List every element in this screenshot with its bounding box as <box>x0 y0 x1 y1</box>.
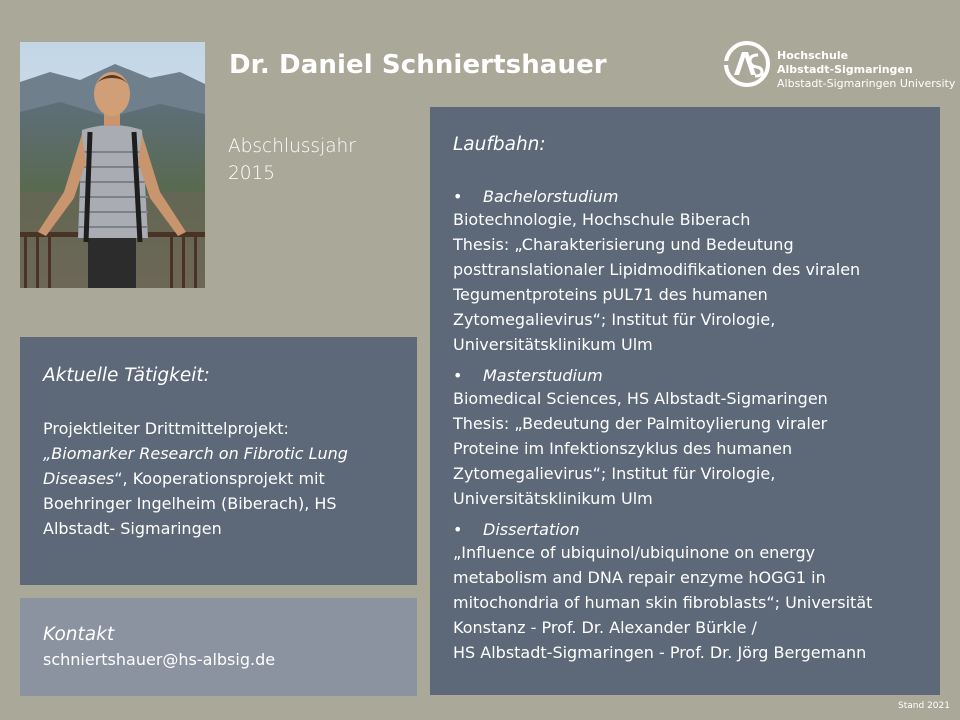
entry-line: mitochondria of human skin fibroblasts“; Universität <box>453 593 873 612</box>
graduation-year: 2015 <box>228 163 276 184</box>
entry-line: Biotechnologie, Hochschule Biberach <box>453 210 751 229</box>
logo-line-1: Hochschule <box>777 49 849 62</box>
activity-line: Boehringer Ingelheim (Biberach), HS <box>43 494 337 513</box>
entry-line: Universitätsklinikum Ulm <box>453 335 653 354</box>
entry-line: HS Albstadt-Sigmaringen - Prof. Dr. Jörg Bergemann <box>453 643 867 662</box>
entry-line: Biomedical Sciences, HS Albstadt-Sigmaringen <box>453 389 828 408</box>
entry-heading <box>453 365 918 386</box>
entry-body <box>453 540 918 665</box>
entry-heading <box>453 186 918 207</box>
career-title: Laufbahn: <box>453 134 546 155</box>
contact-panel <box>20 598 417 696</box>
entry-heading-text: Masterstudium <box>483 366 603 385</box>
person-photo-illustration <box>20 42 205 288</box>
activity-line: Projektleiter Drittmittelprojekt: <box>43 419 289 438</box>
entry-line: „Influence of ubiquinol/ubiquinone on energy <box>453 543 816 562</box>
entry-line: Konstanz - Prof. Dr. Alexander Bürkle / <box>453 618 757 637</box>
activity-title: Aktuelle Tätigkeit: <box>43 365 210 386</box>
entry-body <box>453 386 918 511</box>
hs-albsig-logo-icon <box>722 39 772 89</box>
university-logo <box>722 39 956 95</box>
entry-heading-text: Bachelorstudium <box>483 187 619 206</box>
person-name: Dr. Daniel Schniertshauer <box>229 50 607 80</box>
logo-line-2: Albstadt-Sigmaringen <box>777 63 913 76</box>
entry-line: Thesis: „Bedeutung der Palmitoylierung viraler <box>453 414 828 433</box>
entry-line: Zytomegalievirus“; Institut für Virologie, <box>453 464 776 483</box>
entry-line: Proteine im Infektionszyklus des humanen <box>453 439 793 458</box>
career-entry-dissertation <box>453 519 918 665</box>
contact-title: Kontakt <box>43 624 115 645</box>
project-title-italic-end: Diseases <box>43 469 115 488</box>
entry-line: Universitätsklinikum Ulm <box>453 489 653 508</box>
activity-line <box>43 466 395 491</box>
activity-body <box>43 416 395 541</box>
bullet-icon: • <box>453 520 463 539</box>
entry-line: Zytomegalievirus“; Institut für Virologie, <box>453 310 776 329</box>
career-panel <box>430 107 940 695</box>
current-activity-panel <box>20 337 417 585</box>
entry-body <box>453 207 918 357</box>
profile-photo <box>20 42 205 288</box>
bullet-icon: • <box>453 366 463 385</box>
activity-line <box>43 441 395 466</box>
career-entry-bachelor <box>453 186 918 357</box>
activity-line-rest: “, Kooperationsprojekt mit <box>114 469 325 488</box>
logo-line-3: Albstadt-Sigmaringen University <box>777 77 956 90</box>
contact-email[interactable]: schniertshauer@hs-albsig.de <box>43 650 276 669</box>
career-entry-master <box>453 365 918 511</box>
graduation-label: Abschlussjahr <box>228 136 356 157</box>
entry-line: Tegumentproteins pUL71 des humanen <box>453 285 768 304</box>
activity-line: Albstadt- Sigmaringen <box>43 519 222 538</box>
graduation-info <box>228 133 356 187</box>
entry-line: Thesis: „Charakterisierung und Bedeutung <box>453 235 794 254</box>
entry-line: posttranslationaler Lipidmodifikationen des viralen <box>453 260 861 279</box>
entry-heading-text: Dissertation <box>483 520 580 539</box>
footer-stand: Stand 2021 <box>898 701 950 711</box>
entry-heading <box>453 519 918 540</box>
entry-line: metabolism and DNA repair enzyme hOGG1 in <box>453 568 826 587</box>
bullet-icon: • <box>453 187 463 206</box>
project-title-italic: „Biomarker Research on Fibrotic Lung <box>43 444 348 463</box>
